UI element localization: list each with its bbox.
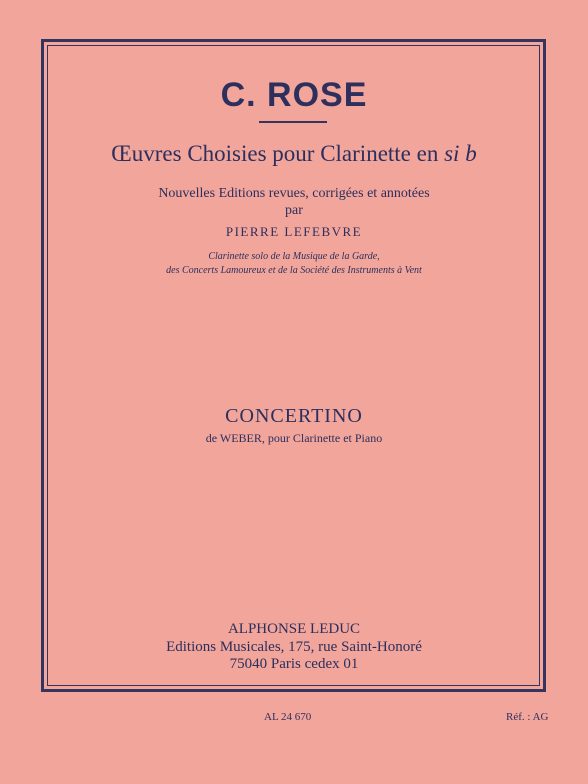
series-title-main: Œuvres Choisies pour Clarinette en <box>111 141 445 166</box>
series-title-key: si b <box>444 141 477 166</box>
work-title: CONCERTINO <box>225 405 363 427</box>
catalog-number: AL 24 670 <box>264 711 312 723</box>
work-subtitle: de WEBER, pour Clarinette et Piano <box>205 431 383 445</box>
editor-credit-line-2: des Concerts Lamoureux et de la Société des Instruments à Vent <box>166 265 422 276</box>
publisher-address: Editions Musicales, 175, rue Saint-Honoré <box>166 639 422 655</box>
series-title <box>0 140 588 168</box>
editor-credit-line-1: Clarinette solo de la Musique de la Garde, <box>208 251 380 262</box>
publisher-name: ALPHONSE LEDUC <box>227 621 361 637</box>
editor-name: PIERRE LEFEBVRE <box>225 224 363 239</box>
title-divider <box>259 121 327 123</box>
composer-name: C. ROSE <box>220 76 368 114</box>
edition-subtitle: Nouvelles Editions revues, corrigées et annotées <box>158 186 430 201</box>
publisher-city: 75040 Paris cedex 01 <box>229 656 359 672</box>
by-label: par <box>285 203 303 218</box>
reference-code: Réf. : AG <box>506 711 549 723</box>
